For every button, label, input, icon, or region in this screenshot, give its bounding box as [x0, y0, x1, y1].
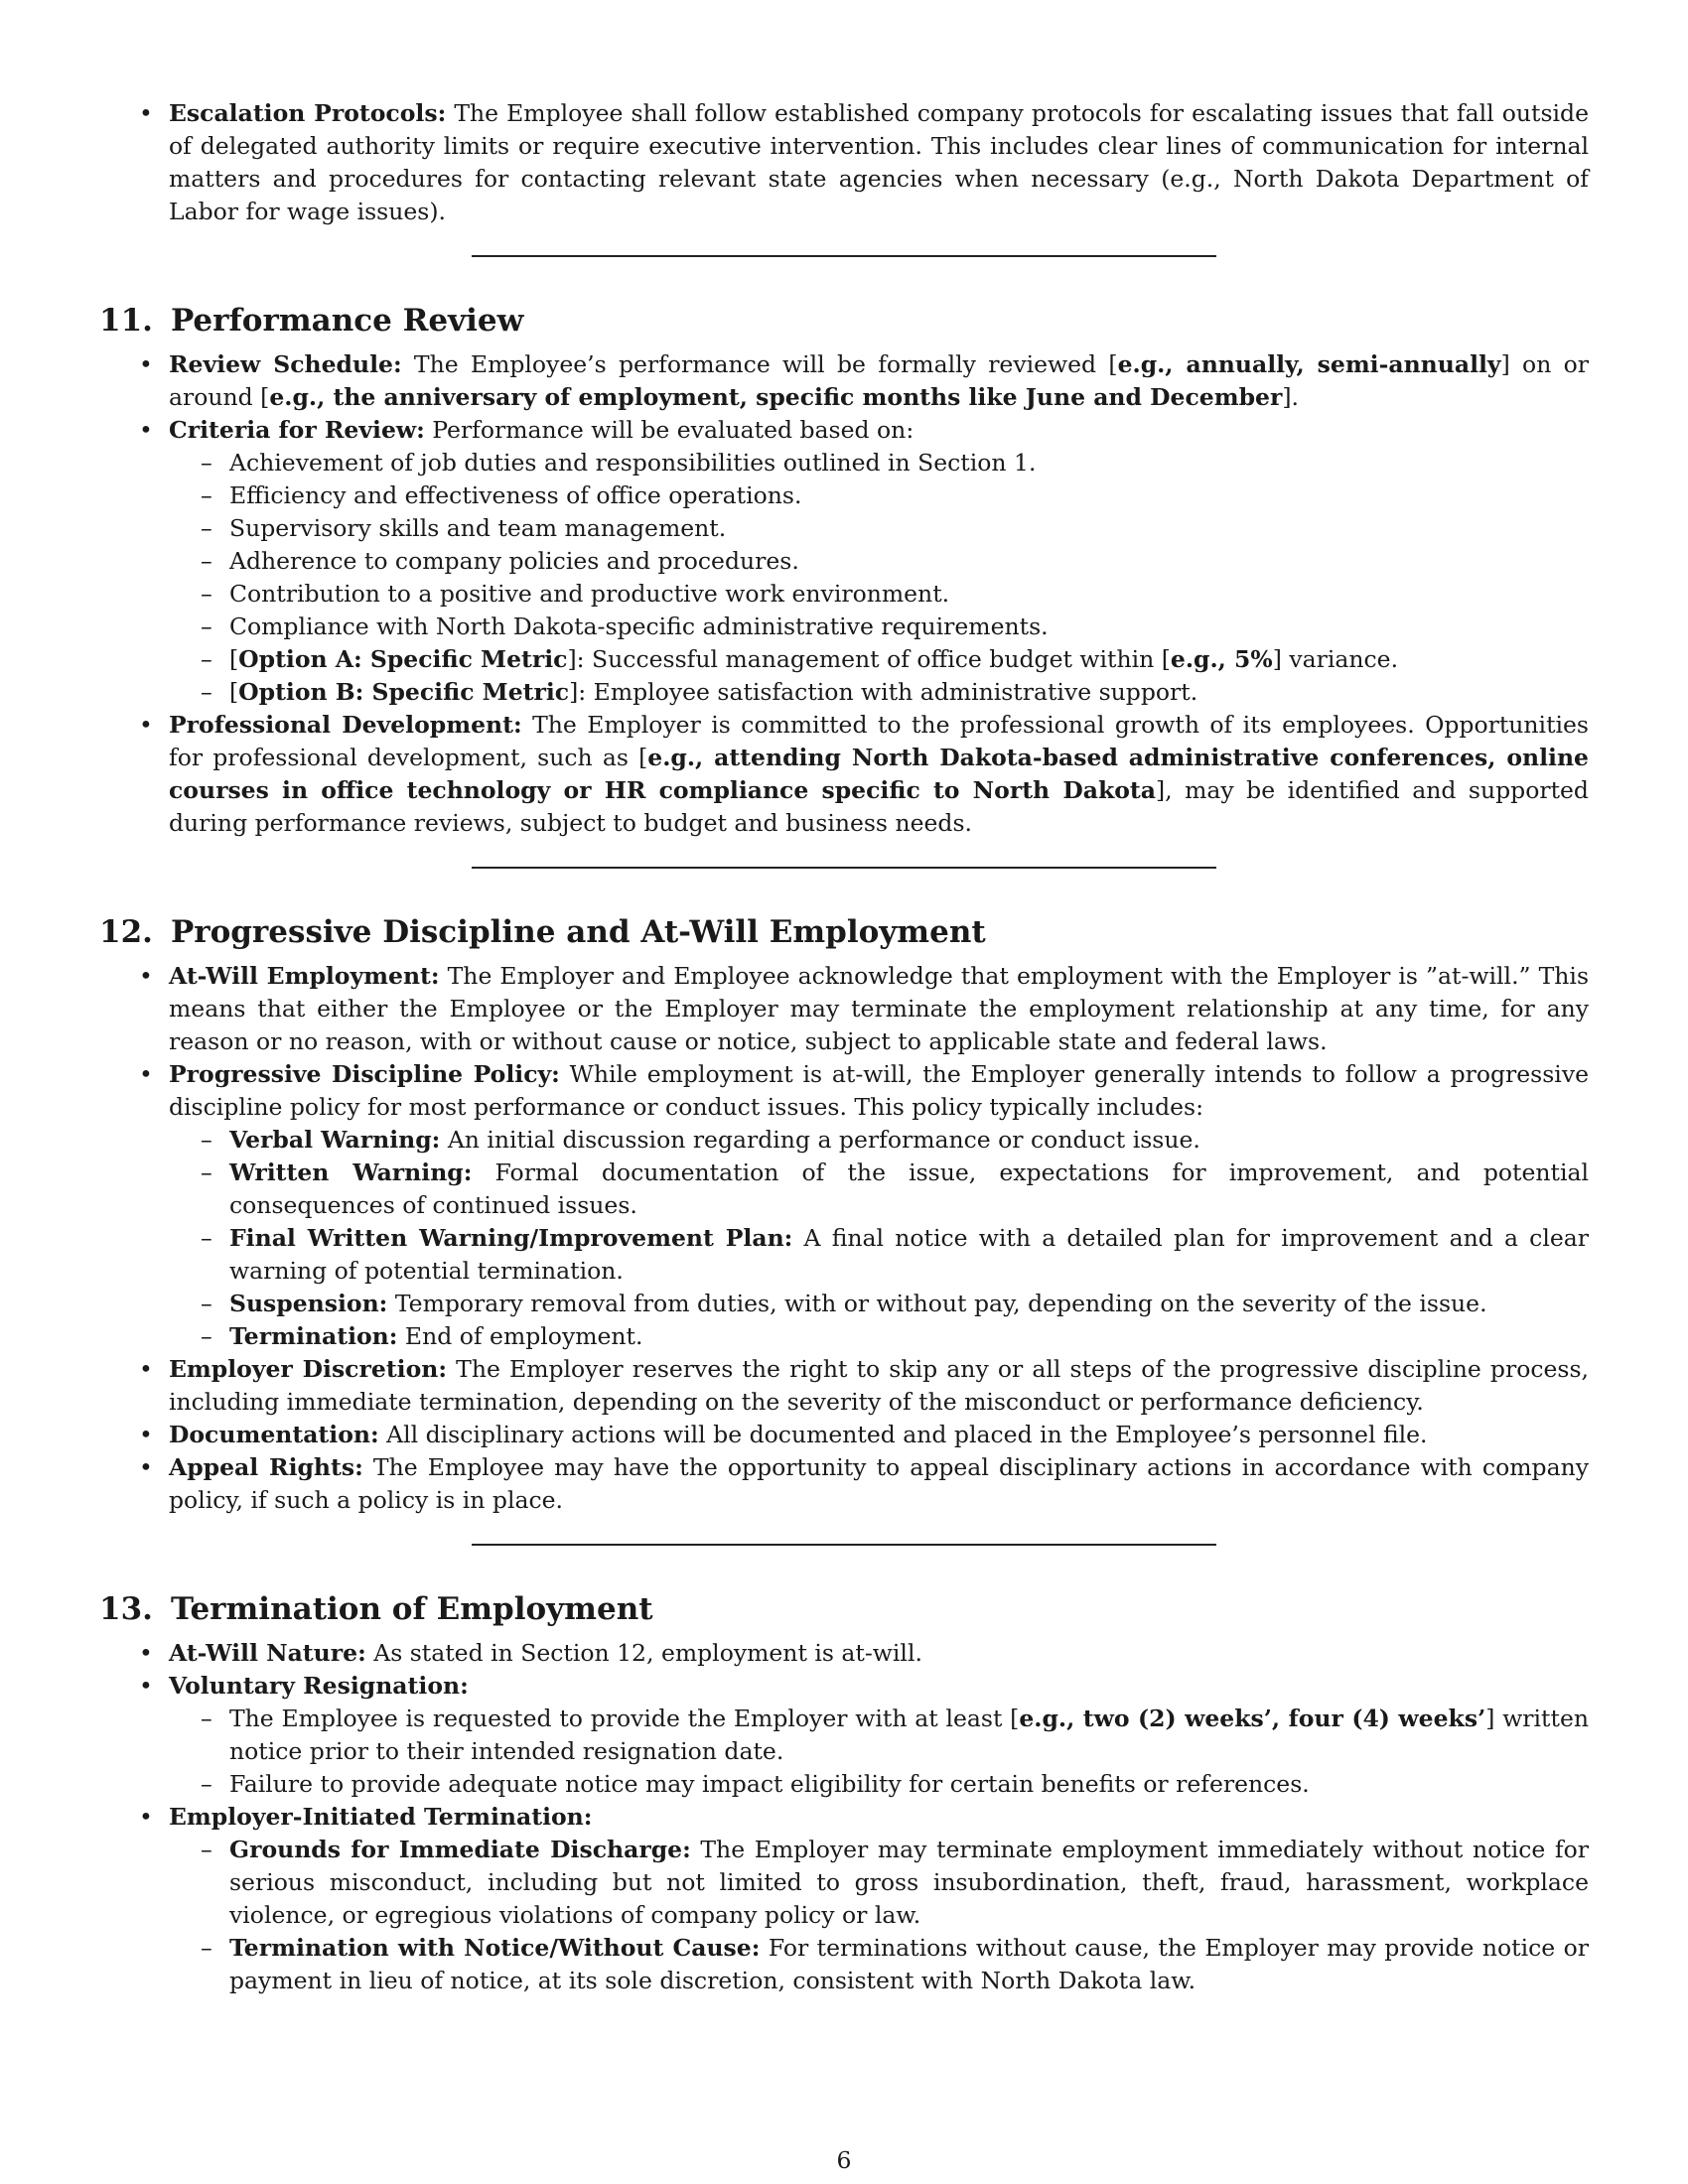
sublist-item-final-written-warning: [169, 1222, 1589, 1288]
placeholder-text: Option A: Specific Metric: [238, 645, 568, 673]
list-item-at-will-nature: [99, 1637, 1589, 1670]
item-label: Verbal Warning:: [229, 1126, 441, 1154]
item-text: ] on or around [: [169, 350, 1590, 411]
item-label: Review Schedule:: [169, 350, 402, 378]
list-item-appeal-rights: [99, 1451, 1589, 1517]
list-item-employer-initiated-termination: [99, 1801, 1589, 1997]
item-text: For terminations without cause, the Employer may provide notice or payment in lieu of notice, at its sole discretion, consistent with North Dakota law.: [229, 1934, 1590, 1994]
section-divider: [472, 255, 1216, 257]
item-text: The Employer may terminate employment immediately without notice for serious misconduct, including but not limited to gross insubordination, theft, fraud, harassment, workplace violence, or egregious violations of company policy or law.: [229, 1836, 1589, 1929]
placeholder-text: e.g., two (2) weeks’, four (4) weeks’: [1019, 1705, 1486, 1732]
item-label: Escalation Protocols:: [169, 99, 447, 127]
sublist-item: – Compliance with North Dakota-specific administrative requirements.: [169, 611, 1589, 643]
item-label: At-Will Nature:: [169, 1639, 366, 1667]
item-label: Professional Development:: [169, 711, 522, 739]
item-text: ].: [1282, 383, 1299, 411]
discipline-list: [99, 960, 1589, 1517]
section-number: 13.: [99, 1591, 153, 1627]
item-label: Final Written Warning/Improvement Plan:: [229, 1224, 793, 1252]
item-text: Temporary removal from duties, with or without pay, depending on the severity of the issue.: [387, 1290, 1487, 1317]
sublist-item-written-warning: [169, 1157, 1589, 1222]
item-label: At-Will Employment:: [169, 962, 440, 990]
escalation-list: [99, 97, 1589, 228]
item-text: As stated in Section 12, employment is at-will.: [365, 1639, 922, 1667]
section-number: 11.: [99, 303, 153, 339]
item-label: Documentation:: [169, 1421, 379, 1448]
criteria-sublist: [169, 447, 1589, 709]
item-text: The Employer is committed to the professional growth of its employees. Opportunities for professional development, such as [: [169, 711, 1589, 771]
section-heading-12: [99, 912, 1589, 952]
item-label: Written Warning:: [229, 1159, 473, 1186]
resignation-sublist: [169, 1703, 1589, 1801]
section-heading-11: [99, 301, 1589, 341]
placeholder-text: e.g., annually, semi-annually: [1117, 350, 1501, 378]
discipline-steps-sublist: [169, 1124, 1589, 1353]
item-text: The Employee shall follow established company protocols for escalating issues that fall outside of delegated authority limits or require executive intervention. This includes clear lines of communication for internal matters and procedures for contacting relevant state agencies when necessary (e.g., North Dakota Department of Labor for wage issues).: [169, 99, 1589, 225]
item-label: Termination:: [229, 1322, 398, 1350]
sublist-item-immediate-discharge: [169, 1834, 1589, 1932]
item-label: Grounds for Immediate Discharge:: [229, 1836, 691, 1863]
list-item-escalation-protocols: [99, 97, 1589, 228]
sublist-item-termination: [169, 1320, 1589, 1353]
sublist-item: – Efficiency and effectiveness of office operations.: [169, 479, 1589, 512]
item-text: The Employee is requested to provide the Employer with at least [: [229, 1705, 1020, 1732]
item-text: ]: Successful management of office budget within [: [567, 645, 1171, 673]
list-item-documentation: [99, 1419, 1589, 1451]
section-title: Performance Review: [170, 303, 524, 339]
item-text: The Employer and Employee acknowledge that employment with the Employer is ”at-will.” This means that either the Employee or the Employer may terminate the employment relationship at any time, for any reason or no reason, with or without cause or notice, subject to applicable state and federal laws.: [169, 962, 1590, 1055]
list-item-voluntary-resignation: [99, 1670, 1589, 1801]
sublist-item-inadequate-notice: – Failure to provide adequate notice may impact eligibility for certain benefits or references.: [169, 1768, 1589, 1801]
placeholder-text: e.g., the anniversary of employment, specific months like June and December: [269, 383, 1283, 411]
sublist-item: – Supervisory skills and team management.: [169, 512, 1589, 545]
item-label: Voluntary Resignation:: [169, 1672, 469, 1700]
item-label: Termination with Notice/Without Cause:: [229, 1934, 761, 1962]
sublist-item-option-b: [169, 676, 1589, 709]
sublist-item-without-cause: [169, 1932, 1589, 1997]
item-text: An initial discussion regarding a performance or conduct issue.: [440, 1126, 1200, 1154]
item-text: The Employer reserves the right to skip any or all steps of the progressive discipline process, including immediate termination, depending on the severity of the misconduct or performance deficiency.: [169, 1355, 1590, 1416]
section-divider: [472, 1544, 1216, 1546]
performance-review-list: [99, 348, 1589, 840]
section-divider: [472, 867, 1216, 869]
item-label: Employer-Initiated Termination:: [169, 1803, 593, 1831]
sublist-item: – Achievement of job duties and responsibilities outlined in Section 1.: [169, 447, 1589, 479]
list-item-employer-discretion: [99, 1353, 1589, 1419]
list-item-criteria-for-review: [99, 414, 1589, 709]
item-label: Criteria for Review:: [169, 416, 425, 444]
bracket: [: [229, 645, 239, 673]
item-label: Employer Discretion:: [169, 1355, 448, 1383]
item-text: The Employee’s performance will be formally reviewed [: [401, 350, 1118, 378]
item-text: ], may be identified and supported during performance reviews, subject to budget and business needs.: [169, 776, 1589, 837]
page-number: 6: [836, 2146, 852, 2174]
list-item-progressive-discipline-policy: [99, 1058, 1589, 1353]
item-text: ] written notice prior to their intended resignation date.: [229, 1705, 1589, 1765]
placeholder-text: Option B: Specific Metric: [238, 678, 570, 706]
item-text: All disciplinary actions will be documented and placed in the Employee’s personnel file.: [378, 1421, 1428, 1448]
item-text: A final notice with a detailed plan for improvement and a clear warning of potential termination.: [229, 1224, 1590, 1285]
document-page: [99, 97, 1589, 1997]
sublist-item-verbal-warning: [169, 1124, 1589, 1157]
item-text: End of employment.: [397, 1322, 643, 1350]
section-title: Termination of Employment: [170, 1591, 653, 1627]
item-text: ]: Employee satisfaction with administrative support.: [569, 678, 1198, 706]
section-number: 12.: [99, 914, 153, 950]
item-label: Appeal Rights:: [169, 1453, 363, 1481]
sublist-item-suspension: [169, 1288, 1589, 1320]
employer-termination-sublist: [169, 1834, 1589, 1997]
list-item-professional-development: [99, 709, 1589, 840]
placeholder-text: e.g., attending North Dakota-based administrative conferences, online courses in office technology or HR compliance specific to North Dakota: [169, 744, 1589, 804]
placeholder-text: e.g., 5%: [1170, 645, 1273, 673]
termination-list: [99, 1637, 1589, 1997]
section-title: Progressive Discipline and At-Will Employment: [170, 914, 986, 950]
item-text: ] variance.: [1272, 645, 1399, 673]
section-heading-13: [99, 1589, 1589, 1629]
sublist-item-option-a: [169, 643, 1589, 676]
item-label: Suspension:: [229, 1290, 388, 1317]
sublist-item: – Contribution to a positive and productive work environment.: [169, 578, 1589, 611]
item-text: The Employee may have the opportunity to appeal disciplinary actions in accordance with company policy, if such a policy is in place.: [169, 1453, 1589, 1514]
item-text: Formal documentation of the issue, expectations for improvement, and potential consequences of continued issues.: [229, 1159, 1589, 1219]
sublist-item-notice-period: [169, 1703, 1589, 1768]
item-text: Performance will be evaluated based on:: [424, 416, 914, 444]
item-label: Progressive Discipline Policy:: [169, 1060, 560, 1088]
bracket: [: [229, 678, 239, 706]
sublist-item: – Adherence to company policies and procedures.: [169, 545, 1589, 578]
item-text: While employment is at-will, the Employer generally intends to follow a progressive discipline policy for most performance or conduct issues. This policy typically includes:: [169, 1060, 1589, 1121]
list-item-review-schedule: [99, 348, 1589, 414]
list-item-at-will-employment: [99, 960, 1589, 1058]
